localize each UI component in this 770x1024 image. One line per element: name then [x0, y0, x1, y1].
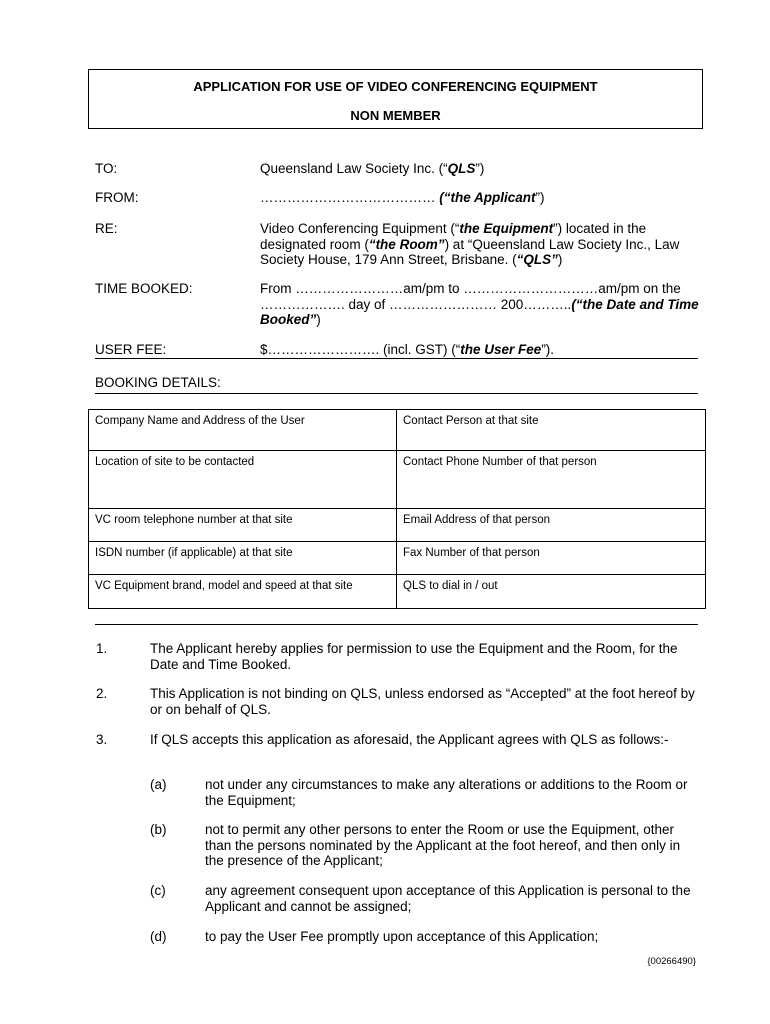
from-close: ”)	[535, 190, 545, 205]
qls-term: QLS	[447, 161, 476, 176]
table-row	[89, 410, 706, 451]
clause-2-number: 2.	[96, 686, 108, 701]
clause-c-marker: (c)	[150, 883, 166, 898]
re-text-3: ) at “Queensland Law Society Inc., Law Society House, 179 Ann Street, Brisbane. (	[260, 236, 680, 267]
time-text: From ……………………am/pm to …………………………am/pm on the ………………. day of …………………… 200………..	[260, 281, 681, 312]
table-row	[89, 509, 706, 542]
vc-phone-cell[interactable]: VC room telephone number at that site	[89, 509, 397, 542]
re-label: RE:	[95, 221, 118, 236]
contact-person-cell[interactable]: Contact Person at that site	[397, 410, 706, 451]
clause-a-marker: (a)	[150, 777, 167, 792]
to-value	[260, 161, 700, 177]
re-text-2: ”) located in the designated room (	[260, 221, 647, 252]
user-fee-label: USER FEE:	[95, 342, 167, 357]
equipment-term: the Equipment	[459, 221, 554, 236]
booking-details-table	[88, 409, 706, 609]
to-close: ”)	[475, 161, 485, 176]
clause-1-text: The Applicant hereby applies for permission to use the Equipment and the Room, for the Date and Time Booked.	[150, 641, 678, 672]
document-title: APPLICATION FOR USE OF VIDEO CONFERENCING EQUIPMENT	[193, 79, 598, 94]
clause-d-text: to pay the User Fee promptly upon acceptance of this Application;	[205, 929, 599, 944]
company-name-cell[interactable]: Company Name and Address of the User	[89, 410, 397, 451]
table-row	[89, 451, 706, 509]
table-row	[89, 542, 706, 575]
clause-c-text: any agreement consequent upon acceptance of this Application is personal to the Applicant and cannot be assigned;	[205, 883, 691, 914]
document-header	[88, 69, 703, 129]
fee-text: $……………………. (incl. GST) (“	[260, 342, 461, 357]
qls-dial-cell[interactable]: QLS to dial in / out	[397, 575, 706, 609]
user-fee-value[interactable]	[260, 342, 700, 358]
location-cell[interactable]: Location of site to be contacted	[89, 451, 397, 509]
time-close: )	[316, 312, 321, 327]
contact-phone-cell[interactable]: Contact Phone Number of that person	[397, 451, 706, 509]
vc-equipment-cell[interactable]: VC Equipment brand, model and speed at that site	[89, 575, 397, 609]
re-text-1: Video Conferencing Equipment (“	[260, 221, 460, 236]
email-cell[interactable]: Email Address of that person	[397, 509, 706, 542]
time-booked-value[interactable]	[260, 281, 700, 328]
re-value	[260, 221, 700, 268]
date-time-term: (“the Date and Time Booked”	[260, 296, 699, 327]
table-row	[89, 575, 706, 609]
to-text: Queensland Law Society Inc. (“	[260, 161, 448, 176]
from-blank: …………………………………	[260, 190, 440, 205]
clause-3-text: If QLS accepts this application as aforesaid, the Applicant agrees with QLS as follows:-	[150, 732, 669, 747]
document-subtitle: NON MEMBER	[350, 108, 441, 123]
room-term: “the Room”	[368, 236, 445, 252]
booking-details-label: BOOKING DETAILS:	[95, 375, 221, 390]
applicant-term: (“the Applicant	[439, 190, 536, 205]
time-booked-label: TIME BOOKED:	[95, 281, 193, 296]
to-label: TO:	[95, 161, 118, 176]
re-text-4: )	[557, 252, 563, 267]
fax-cell[interactable]: Fax Number of that person	[397, 542, 706, 575]
clause-b-text: not to permit any other persons to enter the Room or use the Equipment, other than the persons nominated by the Applicant at the foot hereof, and then only in the presence of the Applicant;	[205, 822, 681, 868]
isdn-cell[interactable]: ISDN number (if applicable) at that site	[89, 542, 397, 575]
clause-2-text: This Application is not binding on QLS, unless endorsed as “Accepted” at the foot hereof by or on behalf of QLS.	[150, 686, 695, 717]
divider-clauses	[95, 624, 698, 625]
clause-d-marker: (d)	[150, 929, 167, 944]
document-reference: {00266490}	[647, 956, 696, 967]
clause-a-text: not under any circumstances to make any alterations or additions to the Room or the Equipment;	[205, 777, 688, 808]
clause-3-number: 3.	[96, 732, 108, 747]
fee-close: ”).	[541, 342, 555, 357]
user-fee-term: the User Fee	[460, 342, 542, 357]
divider-booking	[95, 393, 698, 394]
clause-b-marker: (b)	[150, 822, 167, 837]
from-label: FROM:	[95, 190, 139, 205]
clause-1-number: 1.	[96, 641, 108, 656]
divider-fee	[95, 358, 698, 359]
from-value[interactable]	[260, 190, 700, 206]
qls-term-re: “QLS”	[516, 252, 558, 267]
